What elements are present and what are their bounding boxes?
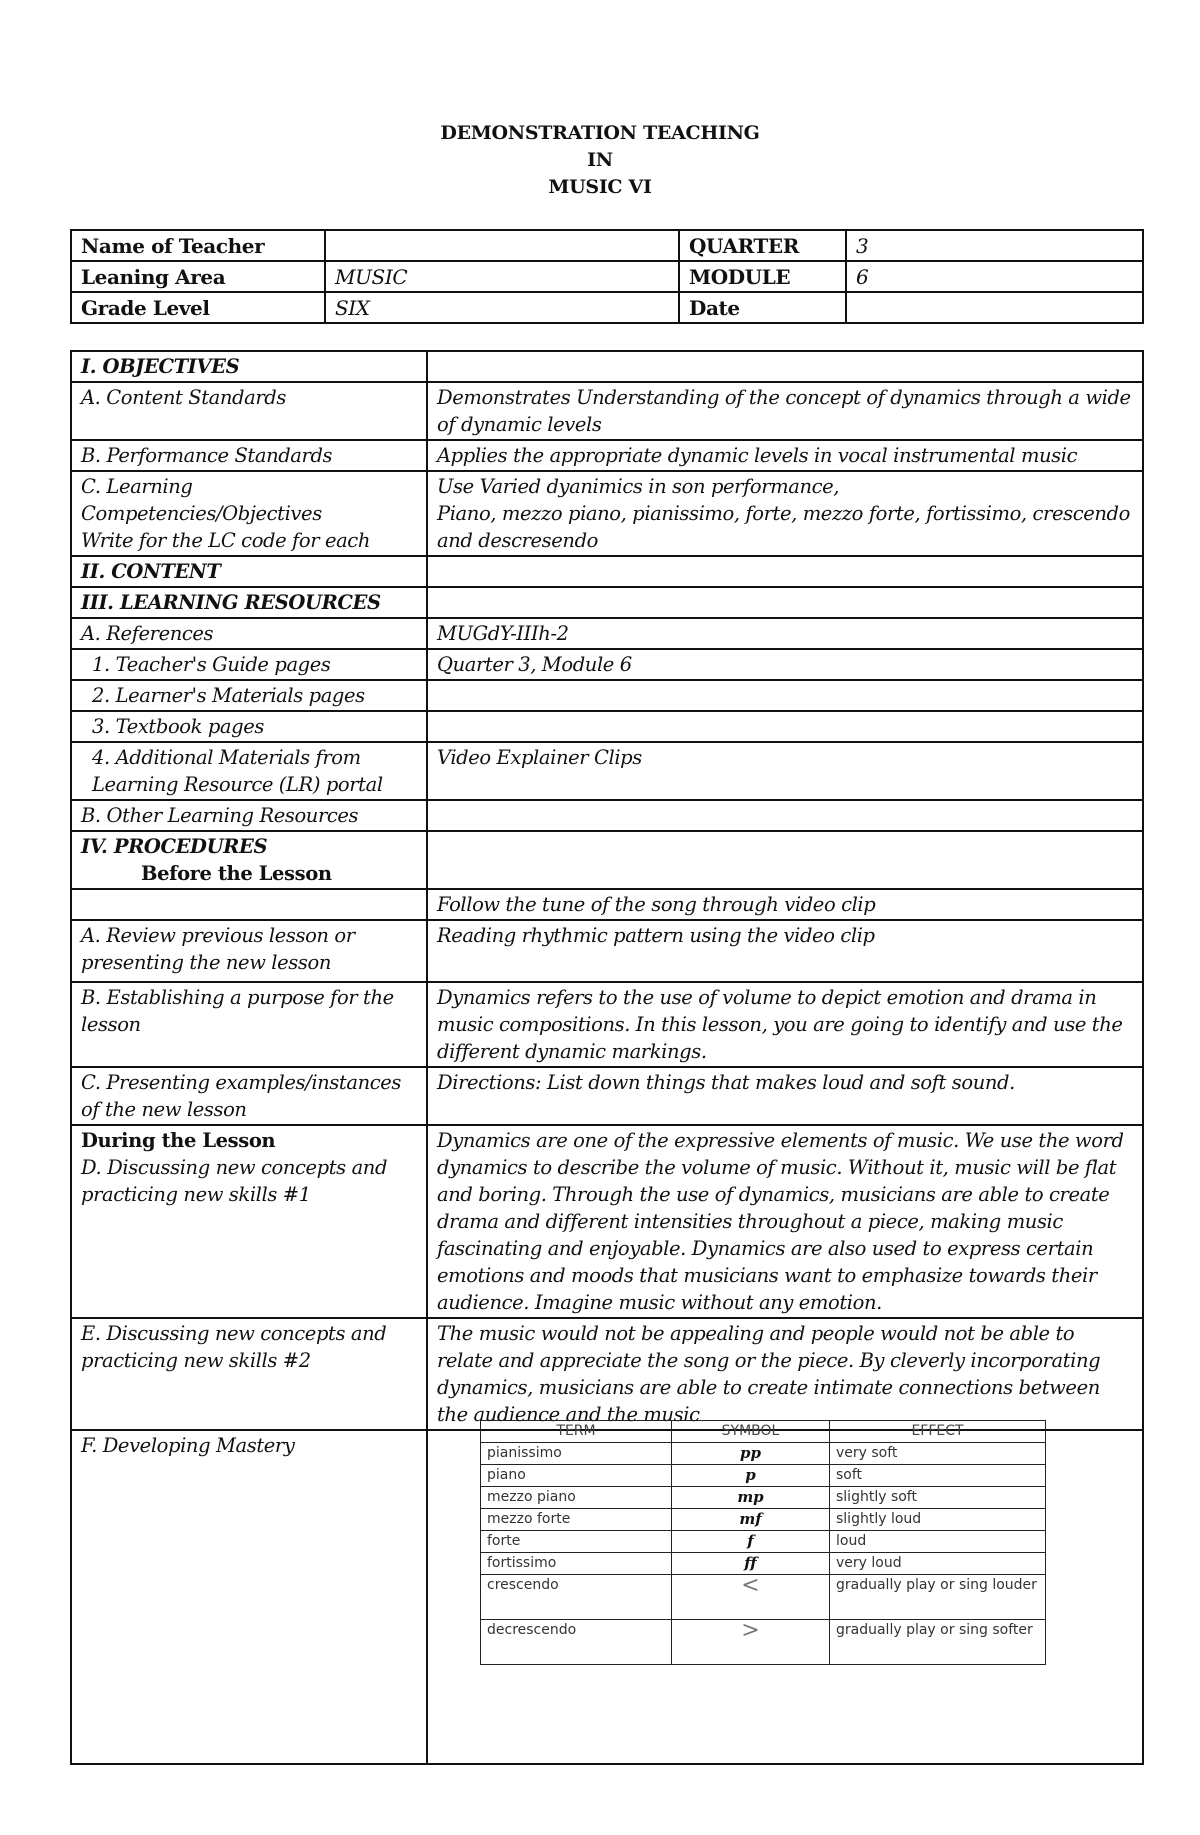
- symbol: mf: [672, 1509, 830, 1531]
- plan-row: [71, 831, 1143, 889]
- review-value: Reading rhythmic pattern using the video clip: [427, 920, 1143, 982]
- date-label: Date: [679, 292, 846, 323]
- dynamics-row: [481, 1509, 1046, 1531]
- plan-row: [71, 889, 1143, 920]
- examples-value: Directions: List down things that makes loud and soft sound.: [427, 1067, 1143, 1125]
- decrescendo-symbol: >: [672, 1620, 830, 1665]
- dynamics-row: [481, 1575, 1046, 1620]
- discussing1-cell: [71, 1125, 427, 1318]
- area-label: Leaning Area: [71, 261, 325, 292]
- content-standards-value: Demonstrates Understanding of the concept of dynamics through a wide of dynamic levels: [427, 382, 1143, 440]
- competencies-value-line: Use Varied dyanimics in son performance,: [437, 475, 840, 498]
- symbol: p: [672, 1465, 830, 1487]
- symbol: mp: [672, 1487, 830, 1509]
- effect: very loud: [830, 1553, 1046, 1575]
- learning-resources-heading: III. LEARNING RESOURCES: [71, 587, 427, 618]
- additional-materials-value: Video Explainer Clips: [427, 742, 1143, 800]
- effect: slightly soft: [830, 1487, 1046, 1509]
- quarter-value: 3: [846, 230, 1143, 261]
- competencies-value: [427, 471, 1143, 556]
- plan-row: [71, 800, 1143, 831]
- plan-row: [71, 920, 1143, 982]
- content-standards-label: A. Content Standards: [71, 382, 427, 440]
- module-value: 6: [846, 261, 1143, 292]
- crescendo-symbol: <: [672, 1575, 830, 1620]
- plan-row: [71, 587, 1143, 618]
- competencies-label-line: Write for the LC code for each: [81, 529, 370, 552]
- other-resources-label: B. Other Learning Resources: [71, 800, 427, 831]
- area-value: MUSIC: [325, 261, 679, 292]
- teacher-value: [325, 230, 679, 261]
- performance-standards-label: B. Performance Standards: [71, 440, 427, 471]
- effect: soft: [830, 1465, 1046, 1487]
- dynamics-row: [481, 1487, 1046, 1509]
- term: piano: [481, 1465, 672, 1487]
- procedures-cell: [71, 831, 427, 889]
- dynamics-row: [481, 1531, 1046, 1553]
- performance-standards-value: Applies the appropriate dynamic levels in vocal instrumental music: [427, 440, 1143, 471]
- title-line-3: MUSIC VI: [548, 176, 652, 198]
- examples-label: C. Presenting examples/instances of the new lesson: [71, 1067, 427, 1125]
- plan-row: [71, 556, 1143, 587]
- symbol-header: SYMBOL: [672, 1421, 830, 1443]
- plan-row: [71, 351, 1143, 382]
- content-heading: II. CONTENT: [71, 556, 427, 587]
- plan-row: [71, 982, 1143, 1067]
- plan-row: [71, 649, 1143, 680]
- document-title: [0, 120, 1200, 201]
- info-row-area: [71, 261, 1143, 292]
- symbol: ff: [672, 1553, 830, 1575]
- term: mezzo piano: [481, 1487, 672, 1509]
- additional-materials-label: 4. Additional Materials from Learning Resource (LR) portal: [71, 742, 427, 800]
- title-line-2: IN: [587, 149, 613, 171]
- objectives-heading: I. OBJECTIVES: [71, 351, 427, 382]
- purpose-label: B. Establishing a purpose for the lesson: [71, 982, 427, 1067]
- textbook-label: 3. Textbook pages: [71, 711, 427, 742]
- date-value: [846, 292, 1143, 323]
- term: crescendo: [481, 1575, 672, 1620]
- mastery-label: F. Developing Mastery: [71, 1430, 427, 1764]
- learners-materials-label: 2. Learner's Materials pages: [71, 680, 427, 711]
- dynamics-row: [481, 1620, 1046, 1665]
- discussing1-value: Dynamics are one of the expressive elements of music. We use the word dynamics to describe the volume of music. Without it, music will be flat and boring. Through the use of dynamics, musicians are able to create drama and different intensities throughout a piece, making music fascinating and enjoyable. Dynamics are also used to express certain emotions and moods that musicians want to emphasize towards their audience. Imagine music without any emotion.: [427, 1125, 1143, 1318]
- term: forte: [481, 1531, 672, 1553]
- info-table: [70, 229, 1144, 324]
- effect-header: EFFECT: [830, 1421, 1046, 1443]
- dynamics-row: [481, 1465, 1046, 1487]
- purpose-value: Dynamics refers to the use of volume to depict emotion and drama in music compositions. In this lesson, you are going to identify and use the different dynamic markings.: [427, 982, 1143, 1067]
- info-row-teacher: [71, 230, 1143, 261]
- quarter-label: QUARTER: [679, 230, 846, 261]
- effect: very soft: [830, 1443, 1046, 1465]
- dynamics-row: [481, 1443, 1046, 1465]
- discussing2-label: E. Discussing new concepts and practicing new skills #2: [71, 1318, 427, 1430]
- grade-value: SIX: [325, 292, 679, 323]
- teachers-guide-value: Quarter 3, Module 6: [427, 649, 1143, 680]
- competencies-value-line: Piano, mezzo piano, pianissimo, forte, mezzo forte, fortissimo, crescendo and descresendo: [437, 502, 1130, 552]
- plan-row: [71, 440, 1143, 471]
- term: fortissimo: [481, 1553, 672, 1575]
- symbol: f: [672, 1531, 830, 1553]
- plan-row: [71, 382, 1143, 440]
- term: decrescendo: [481, 1620, 672, 1665]
- plan-row: [71, 711, 1143, 742]
- during-lesson-heading: During the Lesson: [81, 1129, 276, 1152]
- plan-row: [71, 742, 1143, 800]
- info-row-grade: [71, 292, 1143, 323]
- procedures-heading: IV. PROCEDURES: [81, 835, 268, 858]
- references-label: A. References: [71, 618, 427, 649]
- dynamics-table: [480, 1420, 1046, 1665]
- effect: slightly loud: [830, 1509, 1046, 1531]
- references-value: MUGdY-IIIh-2: [427, 618, 1143, 649]
- dynamics-row: [481, 1553, 1046, 1575]
- grade-label: Grade Level: [71, 292, 325, 323]
- discussing1-label: D. Discussing new concepts and practicing new skills #1: [81, 1156, 388, 1206]
- term: mezzo forte: [481, 1509, 672, 1531]
- teachers-guide-label: 1. Teacher's Guide pages: [71, 649, 427, 680]
- competencies-label-line: C. Learning: [81, 475, 193, 498]
- effect: loud: [830, 1531, 1046, 1553]
- competencies-label: [71, 471, 427, 556]
- before-lesson-heading: Before the Lesson: [141, 862, 332, 885]
- before-value: Follow the tune of the song through video clip: [427, 889, 1143, 920]
- discussing2-value: The music would not be appealing and people would not be able to relate and appreciate the song or the piece. By cleverly incorporating dynamics, musicians are able to create intimate connections between the audience and the music: [427, 1318, 1143, 1430]
- plan-row: [71, 471, 1143, 556]
- plan-row: [71, 680, 1143, 711]
- plan-row: [71, 1125, 1143, 1318]
- effect: gradually play or sing louder: [830, 1575, 1046, 1620]
- dynamics-header-row: [481, 1421, 1046, 1443]
- review-label: A. Review previous lesson or presenting the new lesson: [71, 920, 427, 982]
- symbol: pp: [672, 1443, 830, 1465]
- plan-row: [71, 618, 1143, 649]
- plan-row: [71, 1318, 1143, 1430]
- title-line-1: DEMONSTRATION TEACHING: [440, 122, 760, 144]
- competencies-label-line: Competencies/Objectives: [81, 502, 322, 525]
- teacher-label: Name of Teacher: [71, 230, 325, 261]
- module-label: MODULE: [679, 261, 846, 292]
- plan-row: [71, 1067, 1143, 1125]
- effect: gradually play or sing softer: [830, 1620, 1046, 1665]
- term: pianissimo: [481, 1443, 672, 1465]
- term-header: TERM: [481, 1421, 672, 1443]
